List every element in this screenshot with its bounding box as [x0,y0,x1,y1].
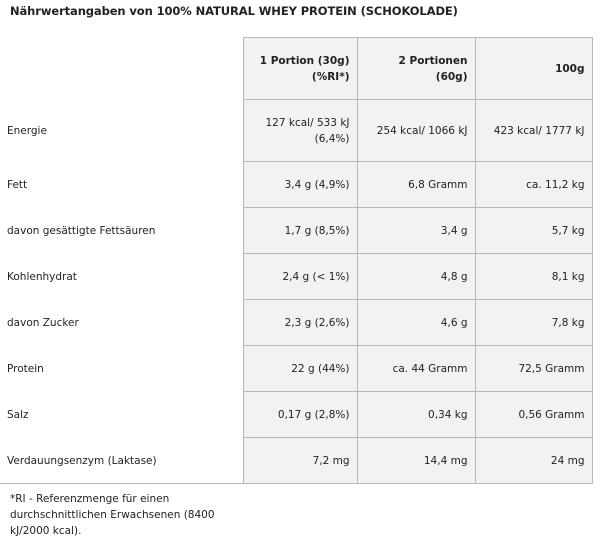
header-portion-2: 2 Portionen (60g) [357,38,475,100]
cell-portion-1: 22 g (44%) [243,346,357,392]
table-header-row [0,38,592,100]
header-per-100g: 100g [475,38,592,100]
row-label: davon gesättigte Fettsäuren [0,208,243,254]
cell-portion-2: ca. 44 Gramm [357,346,475,392]
footnote-divider [0,483,243,484]
cell-per-100g: ca. 11,2 kg [475,162,592,208]
table-row-zucker [0,300,592,346]
cell-per-100g: 423 kcal/ 1777 kJ [475,100,592,162]
cell-portion-2: 14,4 mg [357,438,475,484]
cell-per-100g: 0,56 Gramm [475,392,592,438]
table-row-kohlenhydrat [0,254,592,300]
cell-portion-2: 6,8 Gramm [357,162,475,208]
row-label: Energie [0,100,243,162]
table-row-gesaettigte-fettsaeuren [0,208,592,254]
row-label: Kohlenhydrat [0,254,243,300]
cell-portion-1-ri: (6,4%) [314,132,350,145]
cell-portion-1: 7,2 mg [243,438,357,484]
cell-portion-1: 2,4 g (< 1%) [243,254,357,300]
header-portion-1 [243,38,357,100]
cell-per-100g: 5,7 kg [475,208,592,254]
cell-portion-2: 4,6 g [357,300,475,346]
cell-portion-1-value: 127 kcal/ 533 kJ [265,116,350,129]
row-label: Salz [0,392,243,438]
nutrition-table [0,37,593,484]
footnote: *RI - Referenzmenge für einen durchschnittlichen Erwachsenen (8400 kJ/2000 kcal). [10,493,215,537]
cell-portion-1: 2,3 g (2,6%) [243,300,357,346]
cell-per-100g: 24 mg [475,438,592,484]
cell-portion-1: 1,7 g (8,5%) [243,208,357,254]
cell-portion-1: 0,17 g (2,8%) [243,392,357,438]
table-row-verdauungsenzym [0,438,592,484]
cell-portion-2: 4,8 g [357,254,475,300]
header-blank-cell [0,38,243,100]
cell-per-100g: 8,1 kg [475,254,592,300]
cell-per-100g: 72,5 Gramm [475,346,592,392]
row-label: Protein [0,346,243,392]
cell-per-100g: 7,8 kg [475,300,592,346]
page-title: Nährwertangaben von 100% NATURAL WHEY PROTEIN (SCHOKOLADE) [10,4,458,18]
cell-portion-2: 0,34 kg [357,392,475,438]
table-row-energie [0,100,592,162]
cell-portion-2: 3,4 g [357,208,475,254]
row-label: davon Zucker [0,300,243,346]
table-row-salz [0,392,592,438]
row-label: Verdauungsenzym (Laktase) [0,438,243,484]
table-row-protein [0,346,592,392]
cell-portion-1 [243,100,357,162]
row-label: Fett [0,162,243,208]
cell-portion-1: 3,4 g (4,9%) [243,162,357,208]
header-portion-1-label: 1 Portion (30g) [259,54,350,67]
header-portion-1-sub: (%RI*) [311,70,350,83]
table-row-fett [0,162,592,208]
cell-portion-2: 254 kcal/ 1066 kJ [357,100,475,162]
